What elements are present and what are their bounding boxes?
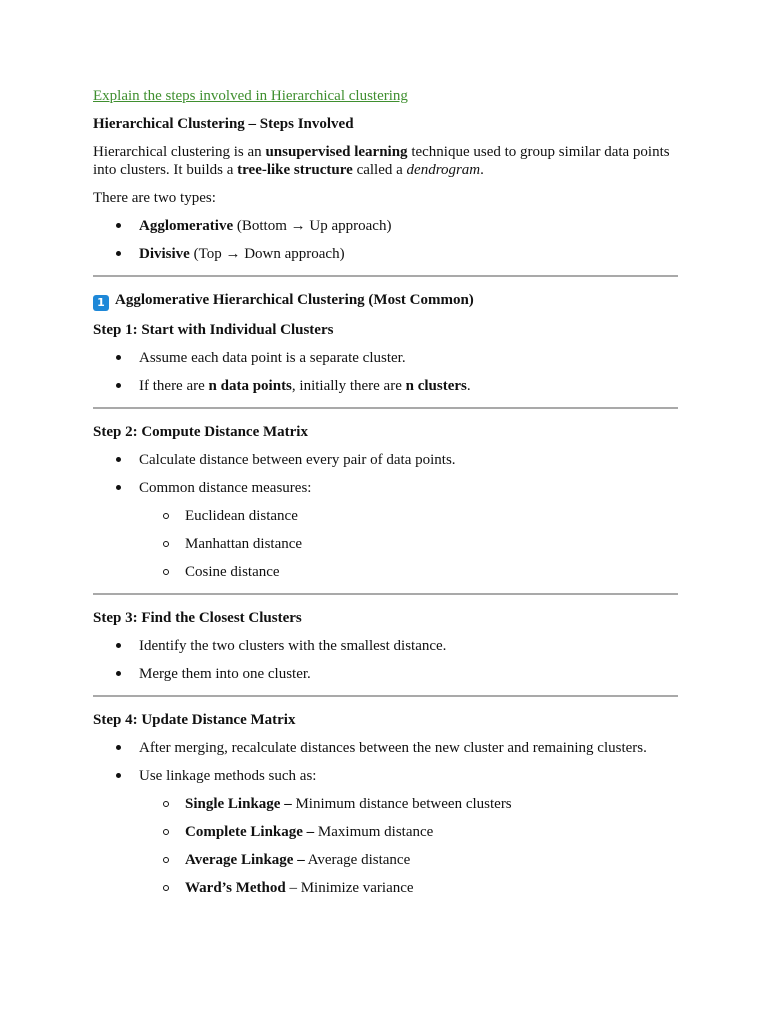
divider [93, 695, 678, 697]
list-item-text: Assume each data point is a separate cluster. [139, 350, 406, 366]
list-item-text: Merge them into one cluster. [139, 666, 311, 682]
section-title-text: Agglomerative Hierarchical Clustering (Most Common) [115, 292, 474, 308]
step2-list [93, 451, 678, 581]
bold-term: n data points [208, 378, 292, 394]
linkage-name: Average Linkage – [185, 852, 305, 868]
linkage-desc: – Minimize variance [285, 880, 414, 896]
list-item [139, 795, 678, 813]
circle-bullet-icon [163, 829, 169, 835]
section-title [93, 291, 678, 311]
list-item-text: Manhattan distance [185, 536, 303, 552]
bold-term: n clusters [405, 378, 467, 394]
types-label: There are two types: [93, 190, 216, 206]
bullet-icon [116, 643, 121, 648]
list-item [139, 507, 678, 525]
divider [93, 407, 678, 409]
linkage-name: Complete Linkage – [185, 824, 315, 840]
type-name: Agglomerative [139, 218, 234, 234]
list-item [93, 739, 678, 757]
list-item [139, 851, 678, 869]
list-item-text: Identify the two clusters with the smallest distance. [139, 638, 447, 654]
circle-bullet-icon [163, 541, 169, 547]
bullet-icon [116, 355, 121, 360]
list-item [93, 767, 678, 897]
bullet-icon [116, 485, 121, 490]
intro-text: called a [352, 162, 407, 178]
list-item-text: . [466, 378, 471, 394]
types-list [93, 217, 678, 263]
bullet-icon [116, 773, 121, 778]
list-item [139, 563, 678, 581]
bullet-icon [116, 383, 121, 388]
list-item [93, 377, 678, 395]
list-item [139, 823, 678, 841]
intro-paragraph [93, 143, 678, 179]
list-item-text: Calculate distance between every pair of data points. [139, 452, 456, 468]
divider [93, 275, 678, 277]
step3-list [93, 637, 678, 683]
divider [93, 593, 678, 595]
question-link[interactable]: Explain the steps involved in Hierarchical clustering [93, 88, 408, 104]
step2-title: Step 2: Compute Distance Matrix [93, 424, 308, 440]
type-name: Divisive [139, 246, 190, 262]
list-item-text: , initially there are [291, 378, 406, 394]
linkage-desc: Minimum distance between clusters [291, 796, 512, 812]
bullet-icon [116, 223, 121, 228]
circle-bullet-icon [163, 885, 169, 891]
step1-list [93, 349, 678, 395]
intro-text: Hierarchical clustering is an [93, 144, 266, 160]
linkage-name: Single Linkage – [185, 796, 292, 812]
intro-text: technique used to group similar data points into clusters. It builds a [93, 144, 670, 178]
list-item [93, 665, 678, 683]
page-title: Hierarchical Clustering – Steps Involved [93, 116, 354, 132]
list-item [139, 535, 678, 553]
list-item [93, 451, 678, 469]
list-item-text: If there are [139, 378, 209, 394]
bullet-icon [116, 745, 121, 750]
distance-measures-list [139, 507, 678, 581]
keycap-one-icon: 1 [93, 295, 109, 311]
bullet-icon [116, 671, 121, 676]
list-item [93, 637, 678, 655]
linkage-methods-list [139, 795, 678, 897]
intro-bold-term: unsupervised learning [265, 144, 408, 160]
step4-title: Step 4: Update Distance Matrix [93, 712, 296, 728]
list-item [93, 245, 678, 263]
step4-list [93, 739, 678, 897]
type-desc: (Top → Down approach) [189, 246, 345, 262]
circle-bullet-icon [163, 569, 169, 575]
intro-italic-term: dendrogram [406, 162, 481, 178]
linkage-desc: Average distance [304, 852, 411, 868]
linkage-desc: Maximum distance [314, 824, 434, 840]
circle-bullet-icon [163, 513, 169, 519]
bullet-icon [116, 457, 121, 462]
circle-bullet-icon [163, 801, 169, 807]
list-item-text: Cosine distance [185, 564, 280, 580]
step3-title: Step 3: Find the Closest Clusters [93, 610, 302, 626]
list-item-text: Euclidean distance [185, 508, 298, 524]
step1-title: Step 1: Start with Individual Clusters [93, 322, 334, 338]
list-item-text: Common distance measures: [139, 480, 312, 496]
type-desc: (Bottom → Up approach) [233, 218, 392, 234]
list-item [93, 479, 678, 581]
linkage-name: Ward’s Method [185, 880, 286, 896]
list-item-text: Use linkage methods such as: [139, 768, 317, 784]
list-item [93, 217, 678, 235]
list-item [139, 879, 678, 897]
circle-bullet-icon [163, 857, 169, 863]
list-item-text: After merging, recalculate distances between the new cluster and remaining clusters. [139, 740, 647, 756]
intro-text: . [480, 162, 484, 178]
list-item [93, 349, 678, 367]
intro-bold-term: tree-like structure [237, 162, 353, 178]
document-content [93, 87, 678, 907]
bullet-icon [116, 251, 121, 256]
